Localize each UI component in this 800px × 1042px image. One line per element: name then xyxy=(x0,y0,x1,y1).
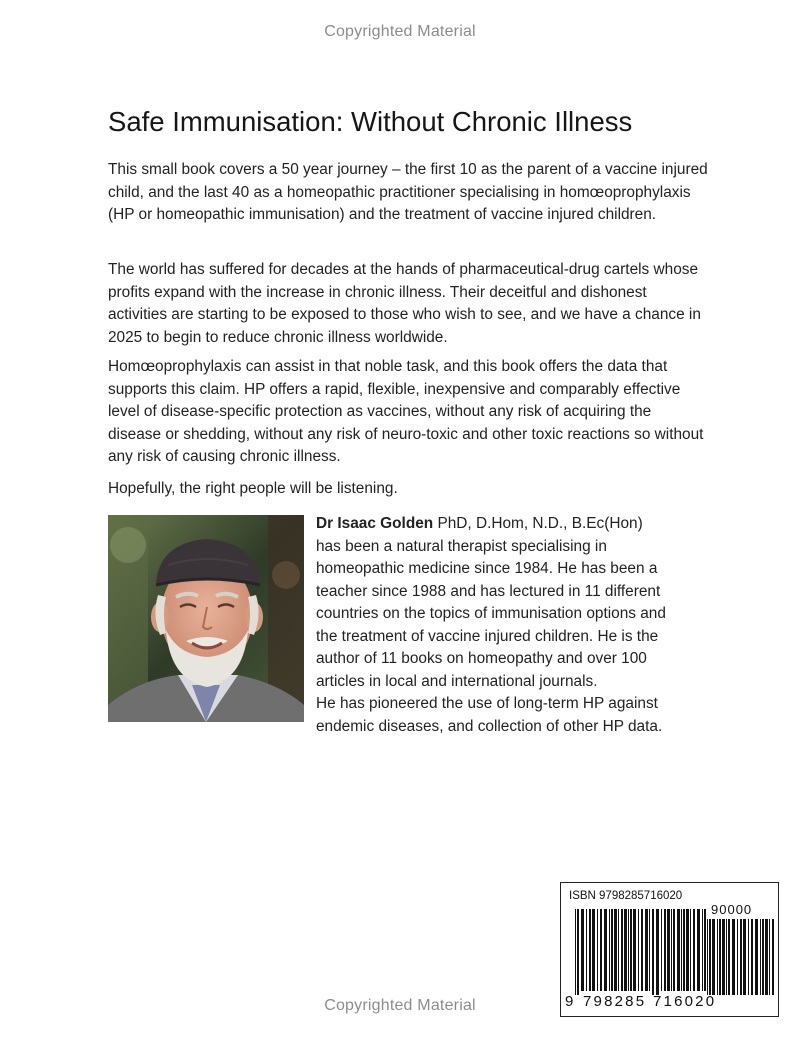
barcode-bar xyxy=(702,909,703,991)
barcode-bar xyxy=(748,919,749,995)
barcode-bar xyxy=(586,909,587,991)
barcode-bar xyxy=(683,909,685,991)
barcode-bar xyxy=(707,919,708,995)
barcode-bar xyxy=(577,909,579,995)
ean-digits-left: 798285 xyxy=(583,993,647,1010)
barcode-bar xyxy=(704,909,706,991)
isbn-label: ISBN 9798285716020 xyxy=(569,890,683,902)
barcode-bar xyxy=(664,909,666,991)
bio-line: author of 11 books on homeopathy and over 100 xyxy=(316,650,647,667)
barcode-bar xyxy=(589,909,591,991)
bio-line: homeopathic medicine since 1984. He has been a xyxy=(316,560,658,577)
barcode-bar xyxy=(667,909,670,991)
barcode-bar xyxy=(686,909,689,991)
barcode-bar xyxy=(592,909,595,991)
barcode-bar xyxy=(671,909,672,991)
barcode-bar xyxy=(743,919,746,995)
barcode-bar xyxy=(611,909,613,991)
description-paragraph-4: Hopefully, the right people will be listening. xyxy=(108,480,398,497)
barcode-bar xyxy=(641,909,643,991)
barcode-bar xyxy=(717,919,718,995)
barcode-bar xyxy=(630,909,632,991)
barcode-bar xyxy=(633,909,636,991)
barcode-bar xyxy=(597,909,598,991)
barcode-bar xyxy=(628,909,629,991)
author-photo xyxy=(108,515,304,722)
author-name: Dr Isaac Golden xyxy=(316,515,434,532)
bio-line: teacher since 1988 and has lectured in 11 different xyxy=(316,582,661,600)
barcode-bar xyxy=(693,909,695,991)
barcode-bar xyxy=(760,919,761,995)
barcode-bars xyxy=(565,905,777,995)
author-credentials: PhD, D.Hom, N.D., B.Ec(Hon) xyxy=(433,515,643,532)
book-title: Safe Immunisation: Without Chronic Illness xyxy=(108,106,633,137)
barcode-bar xyxy=(697,909,700,991)
bio-line: has been a natural therapist specialising in xyxy=(316,537,607,555)
barcode-bar xyxy=(681,909,682,991)
barcode-bar xyxy=(614,909,617,991)
price-code: 90000 xyxy=(711,902,753,917)
barcode-bar xyxy=(677,909,680,991)
bio-line: He has pioneered the use of long-term HP against xyxy=(316,695,658,712)
barcode-bar xyxy=(765,919,768,995)
barcode-bar xyxy=(712,919,715,995)
bio-line: endemic diseases, and collection of other HP data. xyxy=(316,717,663,735)
barcode-bar xyxy=(709,919,711,995)
barcode-bar xyxy=(604,909,607,991)
barcode-bar xyxy=(575,909,576,995)
watermark-bottom: Copyrighted Material xyxy=(324,997,476,1014)
author-bio xyxy=(316,513,696,738)
barcode-bar xyxy=(673,909,675,991)
barcode-bar xyxy=(618,909,619,991)
barcode-bar xyxy=(755,919,758,995)
barcode-bar xyxy=(600,909,602,991)
barcode-bar xyxy=(621,909,623,991)
barcode-bar xyxy=(719,919,721,995)
barcode-bar xyxy=(690,909,691,991)
barcode-bar xyxy=(772,919,774,995)
barcode-bar xyxy=(656,909,659,995)
barcode-bar xyxy=(728,919,730,995)
barcode-bar xyxy=(751,919,753,995)
description-paragraph-1: This small book covers a 50 year journey – the first 10 as the parent of a vaccine injured child, and the last 40 as a homeopathic practitioner specialising in homœoprophylaxis (HP or homeopathic immunisation) and the treatment of vaccine injured children. xyxy=(108,161,708,223)
barcode-bar xyxy=(609,909,610,991)
barcode-bar xyxy=(722,919,725,995)
ean-digit-first: 9 xyxy=(565,993,576,1010)
barcode-bar xyxy=(762,919,764,995)
barcode-bar xyxy=(652,909,654,995)
bio-line: the treatment of vaccine injured children. He is the xyxy=(316,627,659,645)
barcode-bar xyxy=(732,919,735,995)
barcode-bar xyxy=(645,909,648,991)
description-paragraph-2: The world has suffered for decades at the hands of pharmaceutical-drug cartels whose profits expand with the increase in chronic illness. Their deceitful and dishonest activities are starting to be exposed to those who wish to see, and we have a chance in 2025 to begin to reduce chronic illness worldwide. xyxy=(108,261,701,346)
barcode-bar xyxy=(726,919,727,995)
bio-line: articles in local and international journals. xyxy=(316,672,598,690)
barcode-bar xyxy=(581,909,584,991)
description-paragraph-3: Homœoprophylaxis can assist in that noble task, and this book offers the data that supports this claim. HP offers a rapid, flexible, inexpensive and comparably effective level of disease-specific protection as vaccines, without any risk of acquiring the disease or shedding, without any risk of neuro-toxic and other toxic reactions so without any risk of causing chronic illness. xyxy=(108,358,704,465)
barcode-bar xyxy=(649,909,650,991)
barcode-bar xyxy=(624,909,627,991)
bio-line: countries on the topics of immunisation options and xyxy=(316,605,666,622)
watermark-top: Copyrighted Material xyxy=(324,23,476,40)
barcode-bar xyxy=(661,909,662,991)
ean-digits-right: 716020 xyxy=(653,993,717,1010)
barcode-bar xyxy=(737,919,738,995)
barcode-bar xyxy=(740,919,742,995)
barcode-bar xyxy=(638,909,639,991)
barcode-bar xyxy=(769,919,770,995)
